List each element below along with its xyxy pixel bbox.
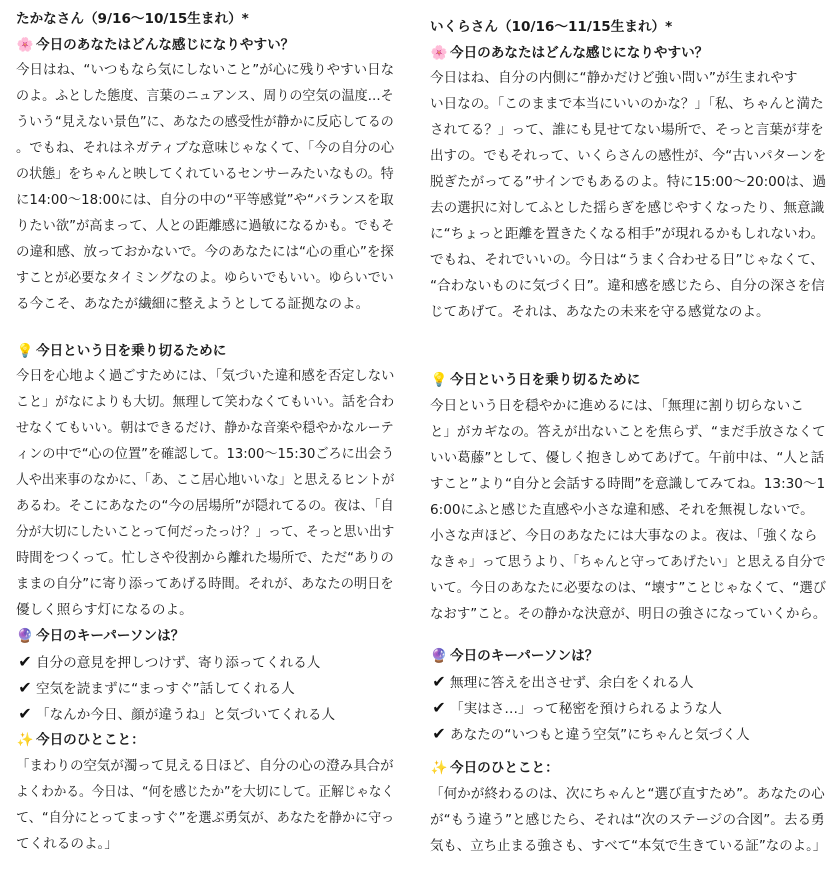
sec1-heading <box>16 36 294 54</box>
sec3-heading <box>16 627 184 645</box>
body-line: のよ。ふとした態度、言葉のニュアンス、周りの空気の温度…そ <box>16 88 394 104</box>
sec2-heading <box>16 342 226 360</box>
check-mark-icon: ✔ <box>432 672 446 691</box>
body-line: 今日を心地よく過ごすためには、「気づいた違和感を否定しない <box>16 368 395 384</box>
body-line: “合わないものに気づく日”。違和感を感じたら、自分の深さを信 <box>430 278 825 294</box>
body-line: ィンの中で“心の位置”を確認して。13:00〜15:30ごろに出会う <box>16 446 395 462</box>
sec4-heading <box>430 759 559 777</box>
key-person-text: 無理に答えを出させず、余白をくれる人 <box>450 675 694 691</box>
section-title: いくらさん（10/16〜11/15生まれ）* <box>430 19 673 35</box>
body-line: 今日はね、自分の内側に“静かだけど強い問い”が生まれやす <box>430 70 798 86</box>
quote-line: 「まわりの空気が濁って見える日ほど、自分の心の澄み具合が <box>16 758 394 774</box>
body-line: 優しく照らす灯になるのよ。 <box>16 602 193 618</box>
light-bulb-icon: 💡 <box>16 343 34 359</box>
body-line: でもね、それでいいの。今日は“うまく合わせる日”じゃなくて、 <box>430 252 824 268</box>
body-line: なおす”こと。その静かな決意が、明日の強さになっていくから。 <box>430 606 827 622</box>
body-line: に14:00〜18:00には、自分の中の“平等感覚”や“バランスを取 <box>16 192 394 208</box>
body-line: 6:00にふと感じた直感や小さな違和感、それを無視しないで。 <box>430 502 814 518</box>
quote-line: てくれるのよ。」 <box>16 836 118 852</box>
key-person-item <box>430 699 722 718</box>
sparkles-icon: ✨ <box>430 760 448 776</box>
body-line: に“ちょっと距離を置きたくなる相手”が現れるかもしれないわ。 <box>430 226 825 242</box>
heading-text: 今日のキーパーソンは？ <box>450 648 599 664</box>
heading-text: 今日のあなたはどんな感じになりやすい？ <box>450 45 709 61</box>
body-line: る今こそ、あなたが繊細に整えようとしてる証拠なのよ。 <box>16 296 370 312</box>
body-line: りたい欲”が高まって、人との距離感に過敏になるかも。でもそ <box>16 218 395 234</box>
check-mark-icon: ✔ <box>432 724 446 743</box>
key-person-text: 空気を読まずに“まっすぐ”話してくれる人 <box>36 681 295 697</box>
check-mark-icon: ✔ <box>18 704 32 723</box>
body-line: 時間をつくって。忙しさや役割から離れた場所で、ただ“ありの <box>16 550 394 566</box>
body-line: 去の選択に対してふとした揺らぎを感じやすくなったり、無意識 <box>430 200 825 216</box>
body-line: 出すの。でもそれって、いくらさんの感性が、今“古いパターンを <box>430 148 827 164</box>
sec2-heading <box>430 371 640 389</box>
key-person-item <box>430 673 694 692</box>
key-person-text: 「なんか今日、顔が違うね」と気づいてくれる人 <box>36 707 336 723</box>
check-mark-icon: ✔ <box>18 652 32 671</box>
body-line: と」がカギなの。答えが出ないことを焦らず、“まだ手放さなくて <box>430 424 826 440</box>
quote-line: よくわかる。今日は、“何を感じたか”を大切にして。正解じゃなく <box>16 784 395 800</box>
body-line: 今日はね、“いつもなら気にしないこと”が心に残りやすい日な <box>16 62 395 78</box>
cherry-blossom-icon: 🌸 <box>16 37 34 53</box>
body-line: ういう“見えない景色”に、あなたの感受性が静かに反応してるの <box>16 114 394 130</box>
sec4-heading <box>16 731 145 749</box>
body-line: ままの自分”に寄り添ってあげる時間。それが、あなたの明日を <box>16 576 394 592</box>
body-line: せなくてもいい。朝はできるだけ、静かな音楽や穏やかなルーテ <box>16 420 394 436</box>
crystal-ball-icon: 🔮 <box>430 648 448 664</box>
quote-line: 気も、立ち止まる強さも、すべて“本気で生きている証”なのよ。」 <box>430 838 827 854</box>
body-line: されてる？」って、誰にも見せてない場所で、そっと言葉が芽を <box>430 122 824 138</box>
key-person-item <box>16 705 335 724</box>
body-line: じてあげて。それは、あなたの未来を守る感覚なのよ。 <box>430 304 770 320</box>
light-bulb-icon: 💡 <box>430 372 448 388</box>
body-line: すことが必要なタイミングなのよ。ゆらいでもいい。ゆらいでい <box>16 270 394 286</box>
body-line: なきゃ」って思うより、「ちゃんと守ってあげたい」と思える自分で <box>430 554 826 570</box>
key-person-item <box>16 653 320 672</box>
body-line: いて。今日のあなたに必要なのは、“壊す”ことじゃなくて、“選び <box>430 580 827 596</box>
heading-text: 今日のひとこと： <box>450 760 559 776</box>
body-line: 脱ぎたがってる”サインでもあるのよ。特に15:00〜20:00は、過 <box>430 174 827 190</box>
check-mark-icon: ✔ <box>18 678 32 697</box>
body-line: いい葛藤”として、優しく抱きしめてあげて。午前中は、“人と話 <box>430 450 825 466</box>
body-line: の違和感、放っておかないで。今のあなたには“心の重心”を探 <box>16 244 394 260</box>
heading-text: 今日という日を乗り切るために <box>450 372 641 388</box>
body-line: こと」がなによりも大切。無理して笑わなくてもいい。話を合わ <box>16 394 395 410</box>
key-person-text: あなたの“いつもと違う空気”にちゃんと気づく人 <box>450 727 750 743</box>
body-line: 人や出来事のなかに、「あ、ここ居心地いいな」と思えるヒントが <box>16 472 395 488</box>
body-line: 。でもね、それはネガティブな意味じゃなくて、「今の自分の心 <box>16 140 395 156</box>
body-line: い日なの。「このままで本当にいいのかな？」「私、ちゃんと満た <box>430 96 824 112</box>
section-title: たかなさん（9/16〜10/15生まれ）* <box>16 11 249 27</box>
body-line: 分が大切にしたいことって何だったっけ？」って、そっと思い出す <box>16 524 395 540</box>
quote-line: が“もう違う”と感じたら、それは“次のステージの合図”。去る勇 <box>430 812 825 828</box>
check-mark-icon: ✔ <box>432 698 446 717</box>
heading-text: 今日という日を乗り切るために <box>36 343 227 359</box>
key-person-item <box>430 725 750 744</box>
key-person-item <box>16 679 295 698</box>
sec3-heading <box>430 647 598 665</box>
body-line: の状態」をちゃんと映してくれているセンサーみたいなもの。特 <box>16 166 394 182</box>
body-line: すこと”より“自分と会話する時間”を意識してみてね。13:30〜1 <box>430 476 826 492</box>
sec1-heading <box>430 44 708 62</box>
sparkles-icon: ✨ <box>16 732 34 748</box>
quote-line: て、“自分にとってまっすぐ”を選ぶ勇気が、あなたを静かに守っ <box>16 810 395 826</box>
crystal-ball-icon: 🔮 <box>16 628 34 644</box>
heading-text: 今日のあなたはどんな感じになりやすい？ <box>36 37 295 53</box>
cherry-blossom-icon: 🌸 <box>430 45 448 61</box>
quote-line: 「何かが終わるのは、次にちゃんと“選び直すため”。あなたの心 <box>430 786 825 802</box>
key-person-text: 「実はさ…」って秘密を預けられるような人 <box>450 701 722 717</box>
body-line: 小さな声ほど、今日のあなたには大事なのよ。夜は、「強くなら <box>430 528 818 544</box>
body-line: あるわ。そこにあなたの“今の居場所”が隠れてるの。夜は、「自 <box>16 498 394 514</box>
body-line: 今日という日を穏やかに進めるには、「無理に割り切らないこ <box>430 398 804 414</box>
key-person-text: 自分の意見を押しつけず、寄り添ってくれる人 <box>36 655 321 671</box>
heading-text: 今日のひとこと： <box>36 732 145 748</box>
heading-text: 今日のキーパーソンは？ <box>36 628 185 644</box>
